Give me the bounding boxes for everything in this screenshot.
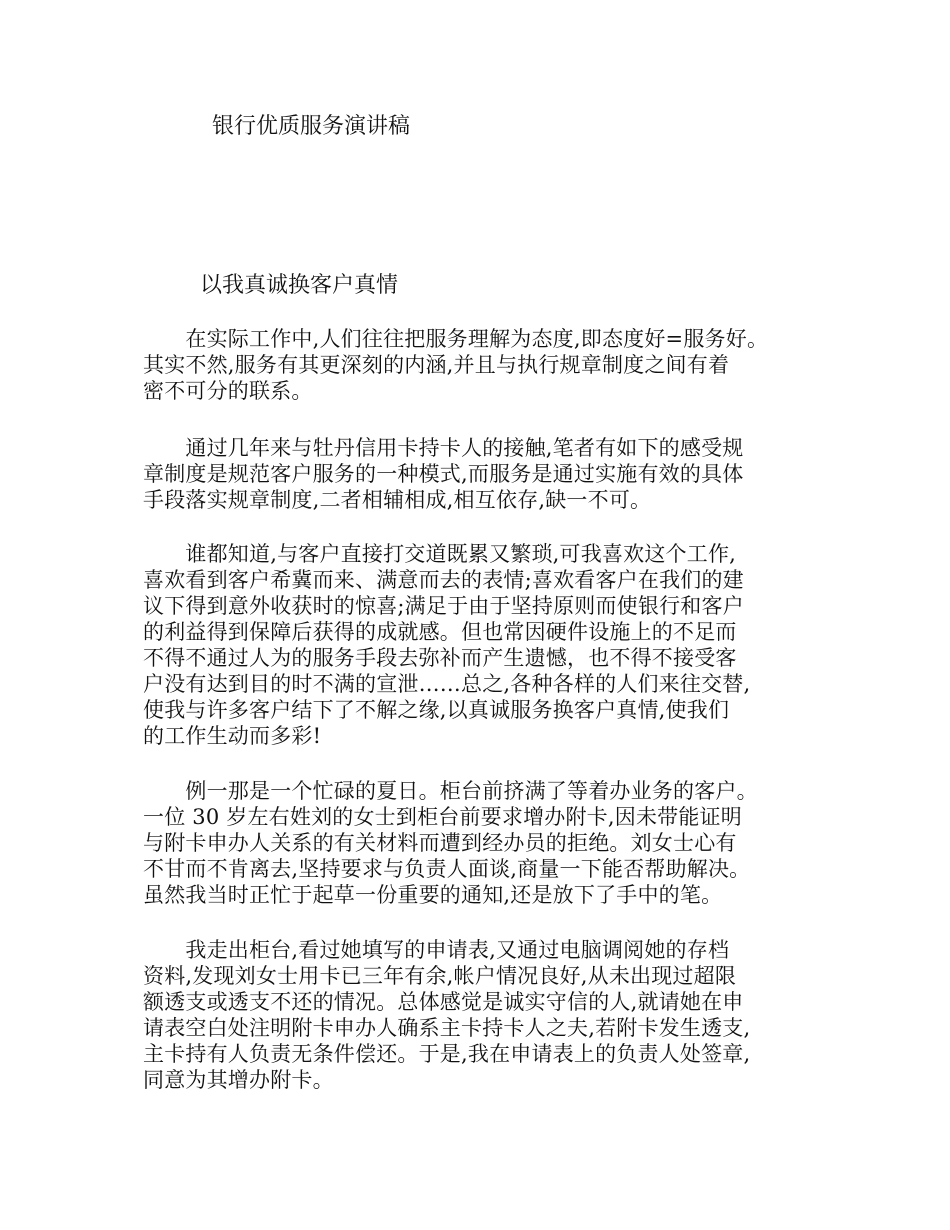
paragraph-line: 喜欢看到客户希冀而来、满意而去的表情;喜欢看客户在我们的建 (143, 568, 744, 592)
document-subtitle: 以我真诚换客户真情 (200, 273, 399, 298)
paragraph-line: 的工作生动而多彩! (143, 724, 322, 748)
paragraph-2 (143, 435, 833, 513)
paragraph-4 (143, 778, 833, 908)
paragraph-5 (143, 937, 833, 1093)
document-title: 银行优质服务演讲稿 (212, 114, 411, 139)
paragraph-line: 例一那是一个忙碌的夏日。柜台前挤满了等着办业务的客户。 (143, 779, 758, 803)
paragraph-line: 密不可分的联系。 (143, 379, 313, 403)
paragraph-line: 通过几年来与牡丹信用卡持卡人的接触,笔者有如下的感受规 (143, 436, 744, 460)
paragraph-line: 一位 30 岁左右姓刘的女士到柜台前要求增办附卡,因未带能证明 (143, 805, 742, 829)
paragraph-line: 其实不然,服务有其更深刻的内涵,并且与执行规章制度之间有着 (143, 353, 730, 377)
paragraph-line: 虽然我当时正忙于起草一份重要的通知,还是放下了手中的笔。 (143, 883, 723, 907)
paragraph-line: 章制度是规范客户服务的一种模式,而服务是通过实施有效的具体 (143, 462, 744, 486)
paragraph-line: 我走出柜台,看过她填写的申请表,又通过电脑调阅她的存档 (143, 938, 730, 962)
paragraph-line: 不得不通过人为的服务手段去弥补而产生遗憾，也不得不接受客 (143, 646, 737, 670)
paragraph-line: 谁都知道,与客户直接打交道既累又繁琐,可我喜欢这个工作, (143, 542, 737, 566)
paragraph-line: 在实际工作中,人们往往把服务理解为态度,即态度好=服务好。 (143, 327, 769, 351)
paragraph-1 (143, 326, 833, 404)
paragraph-line: 户没有达到目的时不满的宣泄……总之,各种各样的人们来往交替, (143, 672, 751, 696)
paragraph-line: 同意为其增办附卡。 (143, 1068, 334, 1092)
paragraph-line: 议下得到意外收获时的惊喜;满足于由于坚持原则而使银行和客户 (143, 594, 744, 618)
paragraph-line: 的利益得到保障后获得的成就感。但也常因硬件设施上的不足而 (143, 620, 737, 644)
paragraph-3 (143, 541, 833, 749)
paragraph-line: 不甘而不肯离去,坚持要求与负责人面谈,商量一下能否帮助解决。 (143, 857, 751, 881)
paragraph-line: 与附卡申办人关系的有关材料而遭到经办员的拒绝。刘女士心有 (143, 831, 737, 855)
paragraph-line: 主卡持有人负责无条件偿还。于是,我在申请表上的负责人处签章, (143, 1042, 751, 1066)
paragraph-line: 请表空白处注明附卡申办人确系主卡持卡人之夫,若附卡发生透支, (143, 1016, 751, 1040)
paragraph-line: 额透支或透支不还的情况。总体感觉是诚实守信的人,就请她在申 (143, 990, 744, 1014)
paragraph-line: 手段落实规章制度,二者相辅相成,相互依存,缺一不可。 (143, 488, 652, 512)
paragraph-line: 资料,发现刘女士用卡已三年有余,帐户情况良好,从未出现过超限 (143, 964, 737, 988)
paragraph-line: 使我与许多客户结下了不解之缘,以真诚服务换客户真情,使我们 (143, 698, 730, 722)
